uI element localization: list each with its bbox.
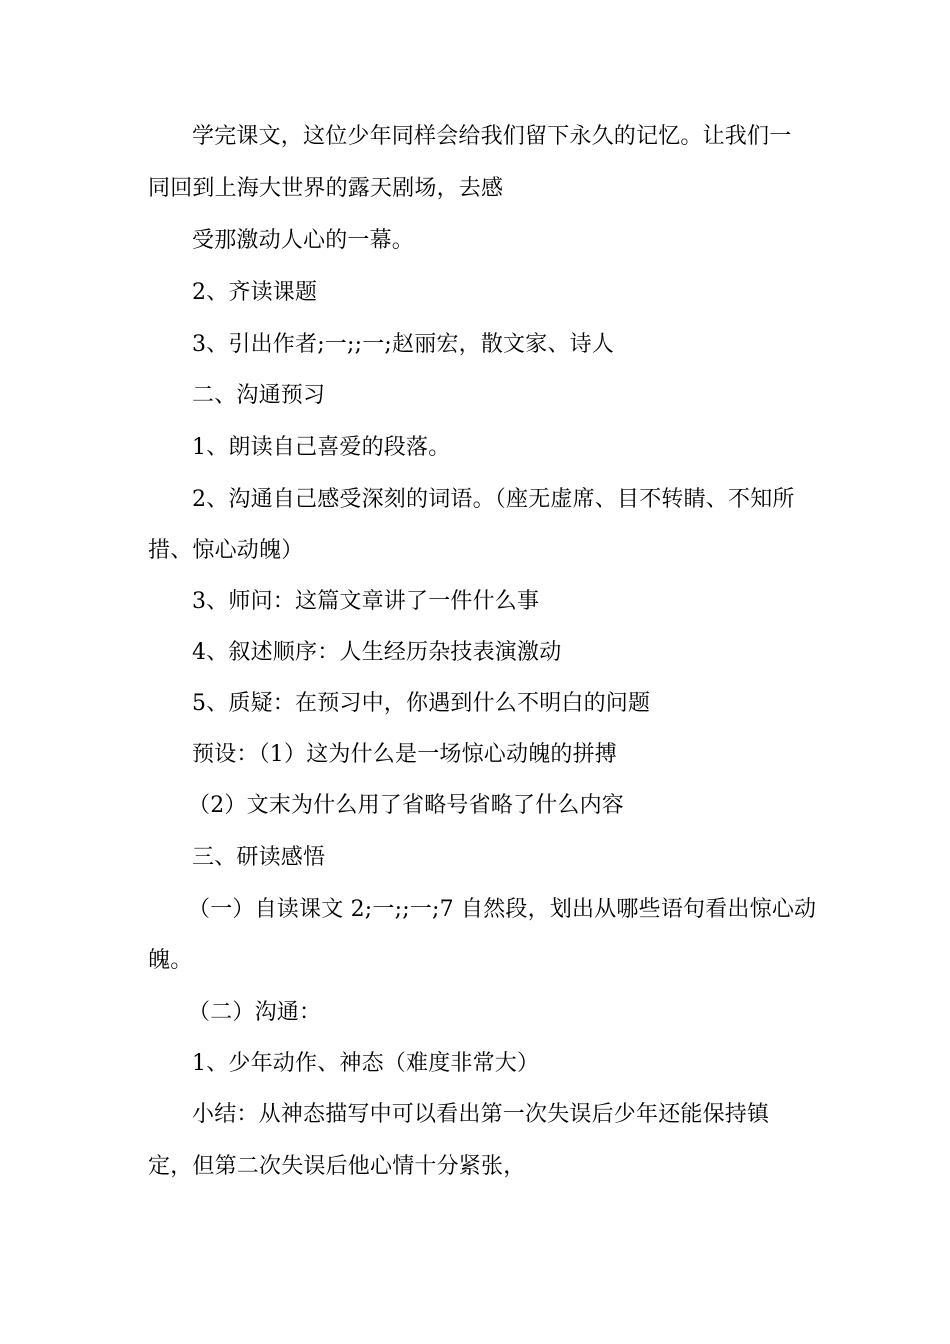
- section-heading: 二、沟通预习: [192, 383, 326, 408]
- paragraph-line: 同回到上海大世界的露天剧场，去感: [148, 176, 504, 201]
- list-item: 4、叙述顺序：人生经历杂技表演激动: [192, 640, 562, 665]
- paragraph-line: 措、惊心动魄）: [148, 538, 304, 563]
- paragraph-line: （一）自读课文 2;一;;一;7 自然段，划出从哪些语句看出惊心动: [188, 897, 817, 922]
- paragraph-line: 魄。: [148, 948, 193, 973]
- paragraph-line: （2）文末为什么用了省略号省略了什么内容: [188, 793, 624, 818]
- paragraph-line: 受那激动人心的一幕。: [192, 228, 415, 253]
- list-item: 3、师问：这篇文章讲了一件什么事: [192, 589, 540, 614]
- list-item: 2、沟通自己感受深刻的词语。（座无虚席、目不转睛、不知所: [192, 487, 795, 512]
- paragraph-line: 学完课文，这位少年同样会给我们留下永久的记忆。让我们一: [192, 124, 792, 149]
- paragraph-line: 预设：（1）这为什么是一场惊心动魄的拼搏: [192, 742, 617, 767]
- list-item: 5、质疑：在预习中，你遇到什么不明白的问题: [192, 691, 651, 716]
- paragraph-line: 定，但第二次失误后他心情十分紧张，: [148, 1154, 526, 1179]
- list-item: 1、朗读自己喜爱的段落。: [192, 435, 451, 460]
- list-item: 2、齐读课题: [192, 280, 318, 305]
- list-item: 3、引出作者;一;;一;赵丽宏，散文家、诗人: [192, 332, 615, 357]
- subsection-heading: （二）沟通：: [188, 1000, 322, 1025]
- list-item: 1、少年动作、神态（难度非常大）: [192, 1051, 540, 1076]
- paragraph-line: 小结：从神态描写中可以看出第一次失误后少年还能保持镇: [192, 1102, 770, 1127]
- section-heading: 三、研读感悟: [192, 845, 326, 870]
